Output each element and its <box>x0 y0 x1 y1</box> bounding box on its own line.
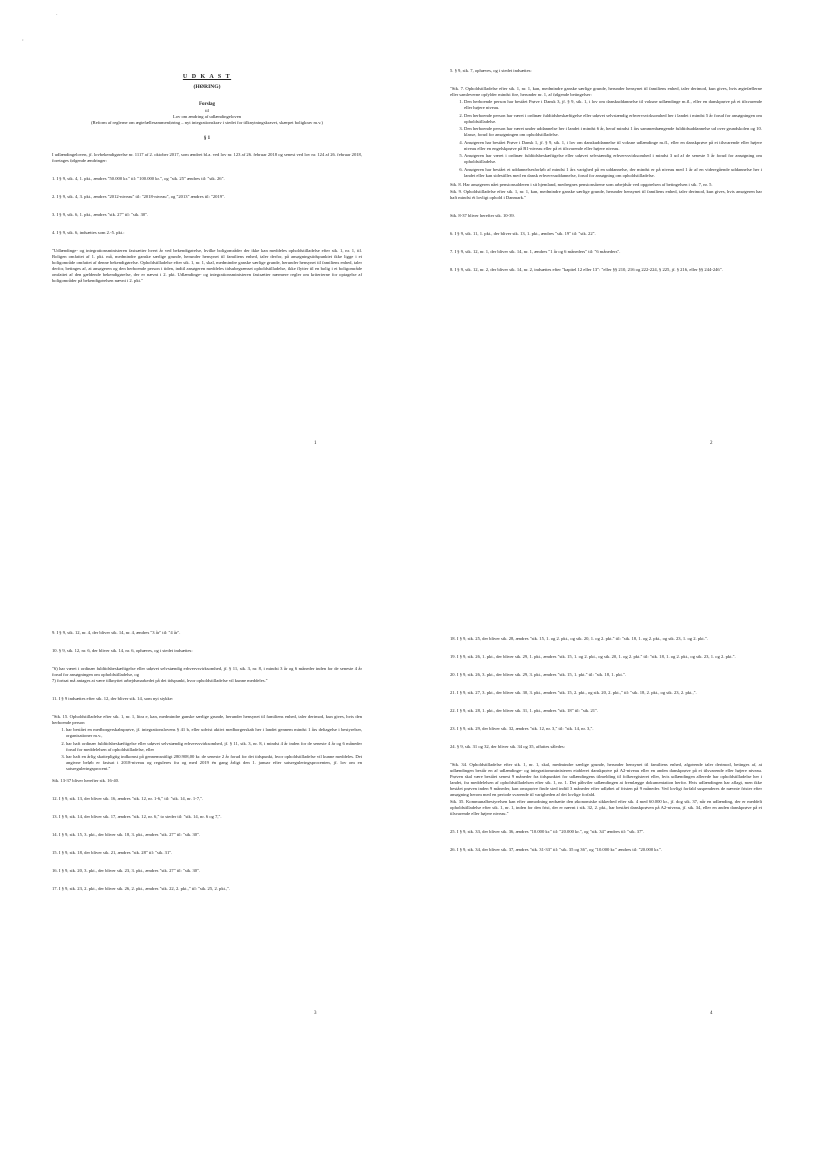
amendment-quote: "Udlændinge- og integrationsministeren fastsætter hvert år ved bekendtgørelse, hvilke boligområder der ikke kan meddeles opholdstilladelse efter stk. 1, nr. 1, til. Boligen omfattet af 1. pkt. må, medmindre ganske særlige grunde, herunder hensynet til familiens enhed, taler derfor, på ansøgningstidspunktet ikke ligge i et boligområde omfattet af denne bekendtgørelse. Opholdstilladelse efter stk. 1, nr. 1, skal, medmindre ganske særlige grunde, herunder hensynet til familiens enhed, taler derfor, betinges af, at ansøgeren og den herboende person i tiden, indtil ansøgeren meddeles tidsubegrænset opholdstilladelse, ikke flytter til en bolig i et boligområde omfattet af den gældende bekendtgørelse, der er nævnt i 2. pkt. Udlændinge- og integrationsministeren fastsætter nærmere regler om kriterierne for optagelse af boligområder på bekendtgørelsen nævnt i 2. pkt." <box>52 248 362 283</box>
section-heading: § 1 <box>203 136 211 141</box>
til-label: til <box>205 108 209 113</box>
renumbering-note: Stk. 13-37 bliver herefter stk. 16-40. <box>52 778 120 783</box>
page-2-text <box>450 68 762 277</box>
page-number: 2 <box>710 441 713 446</box>
page-4 <box>414 584 828 1168</box>
amendment-item: 4. I § 9, stk. 6, indsættes som 2.-5. pkt.: <box>52 230 125 235</box>
amendment-item: 13. I § 9, stk. 14, der bliver stk. 17, ændres "stk. 12, nr. 6," to steder til: "stk. 14, nr. 6 og 7,". <box>52 814 222 819</box>
document-subtitle: (HØRING) <box>193 84 221 90</box>
condition-item: 3. har haft en årlig skattepligtig indkomst på gennemsnitligt 280.908,00 kr. de seneste 2 år forud for det tidspunkt, hvor opholdstilladelse vil kunne meddeles. Det angivne beløb er fastsat i 2018-niveau og reguleres fra og med 2019 én gang årligt den 1. januar efter satsreguleringsprocenten, jf. lov om en satsreguleringsprocent." <box>66 754 362 772</box>
amendment-item: 16. I § 9, stk. 20, 3. pkt., der bliver stk. 23, 3. pkt., ændres "stk. 27" til: "stk. 30". <box>52 868 201 873</box>
amendment-item: 18. I § 9, stk. 25, der bliver stk. 28, ændres "stk. 15, 1. og 2. pkt., og stk. 20, 1. og 2. pkt." til: "stk. 18, 1. og 2. pkt., og stk. 23, 1. og 2. pkt.". <box>450 636 708 641</box>
page-3 <box>0 584 414 1168</box>
page-number: 1 <box>314 441 317 446</box>
condition-item: 2. har haft ordinær fuldtidsbeskæftigelse eller udøvet selvstændig erhvervsvirksomhed, jf. § 11, stk. 3, nr. 8, i mindst 4 år inden for de seneste 4 år og 6 måneder forud for meddelelsen af opholdstilladelse, eller <box>66 741 362 753</box>
condition-list <box>450 99 762 179</box>
scan-mark: · <box>56 13 58 18</box>
amendment-item: 23. I § 9, stk. 29, der bliver stk. 32, ændres "stk. 12, nr. 3," til: "stk. 14, nr. 3,". <box>450 726 594 731</box>
stk-7-text: "Stk. 7. Opholdstilladelse efter stk. 1, nr. 1, kan, medmindre ganske særlige grunde, herunder hensynet til familiens enhed, taler derimod, kun gives, hvis ægtefællerne eller samleverne opfylder mindst fire, herunder nr. 1, af følgende betingelser: <box>450 86 762 97</box>
amendment-quote: "6) har været i ordinær fuldtidsbeskæftigelse eller udøvet selvstændig erhvervsvirksomhed, jf. § 11, stk. 3, nr. 8, i mindst 3 år og 6 måneder inden for de seneste 4 år forud for ansøgningen om opholdstilladelse, og 7) fortsat må antages at være tilknyttet arbejdsmarkedet på det tidspunkt, hvor opholdstilladelse vil kunne meddeles." <box>52 666 362 683</box>
amendment-item: 9. I § 9, stk. 12, nr. 4, der bliver stk. 14, nr. 4, ændres "3 år" til: "4 år". <box>52 630 181 635</box>
scan-mark: ’ <box>22 40 24 45</box>
stk-35-text: Stk. 35. Kommunalbestyrelsen kan efter anmodning nedsætte den økonomiske sikkerhed efter stk. 4 med 60.000 kr., jf. dog stk. 37, når en udlænding, der er meddelt opholdstilladelse efter stk. 1, nr. 1, inden for den frist, der er nævnt i stk. 32, 2. pkt., har bestået danskprøven på A2-niveau, jf. stk. 34, eller en anden danskprøve på et tilsvarende eller højere niveau." <box>450 799 762 816</box>
page-2 <box>414 0 828 584</box>
law-subtitle: (Reform af reglerne om ægtefællesammenføring – nyt integrationskrav i stedet for tilknytningskravet, skærpet boligkrav m.v.) <box>91 120 323 125</box>
condition-item: 4. Ansøgeren har bestået Prøve i Dansk 1, jf. § 9, stk. 1, i lov om danskuddannelse til voksne udlændinge m.fl., eller en danskprøve på et tilsvarende eller højere niveau eller en engelskprøve på B1-niveau eller på et tilsvarende eller højere niveau. <box>464 140 762 152</box>
condition-item: 1. Den herboende person har bestået Prøve i Dansk 3, jf. § 9, stk. 1, i lov om danskuddannelse til voksne udlændinge m.fl., eller en danskprøve på et tilsvarende eller højere niveau. <box>464 99 762 111</box>
forslag-label: Forslag <box>198 102 216 107</box>
stk-15-text: "Stk. 15. Opholdstilladelse efter stk. 1, nr. 1, litra e, kan, medmindre ganske særlige grunde, herunder hensynet til familiens enhed, taler derimod, kun gives, hvis den herboende person <box>52 714 362 725</box>
section-intro: I udlændingeloven, jf. lovbekendtgørelse nr. 1117 af 2. oktober 2017, som ændret bl.a. ved lov nr. 123 af 26. februar 2018 og senest ved lov nr. 124 af 26. februar 2018, foretages følgende ændringer: <box>52 152 362 163</box>
page-1 <box>0 0 414 584</box>
amendment-item: 12. I § 9, stk. 13, der bliver stk. 16, ændres "stk. 12, nr. 1-6," til: "stk. 14, nr. 1-7,". <box>52 796 204 801</box>
stk-34-text: "Stk. 34. Opholdstilladelse efter stk. 1, nr. 1, skal, medmindre særlige grunde, herunder hensynet til familiens enhed, afgørende taler derimod, betinges af, at udlændingen består en af udlændinge- og integrationsministeren etableret danskprøve på A2-niveau eller en anden danskprøve på et tilsvarende eller højere niveau. Prøven skal være bestået senest 9 måneder fra tidspunktet for udlændingens tilmelding til folkeregisteret eller, hvis udlændingen allerede har opholdstilladelse her i landet, fra meddelelsen af opholdstilladelsen efter stk. 1, nr. 1. Det påhviler udlændingen at fremlægge dokumentation herfor. Hvis udlændingen har aflagt, men ikke bestået prøven inden 9 måneder, kan omsprøve finde sted indtil 3 måneder efter udløbet af fristen på 9 måneder. Ved lovligt forfald suspenderes de nævnte frister efter ansøgning herom med en periode svarende til varigheden af det lovlige forfald. <box>450 762 762 797</box>
stk-8-text: Stk. 8. Har ansøgeren nået pensionsalderen i sit hjemland, medregnes pensionsårene som arbejdsår ved opgørelsen af betingelsen i stk. 7, nr. 5. <box>450 181 713 187</box>
amendment-item: 15. I § 9, stk. 18, der bliver stk. 21, ændres "stk. 28" til: "stk. 31". <box>52 850 173 855</box>
condition-item: 2. Den herboende person har været i ordinær fuldtidsbeskæftigelse eller udøvet selvstændig erhvervsvirksomhed her i landet i mindst 5 år forud for ansøgningen om opholdstilladelse. <box>464 113 762 125</box>
amendment-item: 14. I § 9, stk. 15, 3. pkt., der bliver stk. 18, 3. pkt., ændres "stk. 27" til: "stk. 30". <box>52 832 201 837</box>
amendment-item: 11. I § 9 indsættes efter stk. 12, der bliver stk. 14, som nyt stykke: <box>52 696 174 701</box>
condition-list <box>52 727 362 772</box>
law-title: Lov om ændring af udlændingeloven <box>172 114 242 119</box>
amendment-item: 6. I § 9, stk. 11, 1. pkt., der bliver stk. 13, 1. pkt., ændres "stk. 19" til: "stk. 22". <box>450 230 596 236</box>
amendment-item: 3. I § 9, stk. 6, 1. pkt., ændres "stk. 27" til: "stk. 30". <box>52 212 149 217</box>
renumbering-note: Stk. 8-37 bliver herefter stk. 10-39. <box>450 212 515 218</box>
condition-item: 3. Den herboende person har været under uddannelse her i landet i mindst 6 år, heraf mindst 1 års sammenhængende fuldtidsuddannelse ud over grundskolen og 10. klasse, forud for ansøgningen om opholdstilladelse. <box>464 126 762 138</box>
amendment-item: 21. I § 9, stk. 27, 3. pkt., der bliver stk. 30, 3. pkt., ændres "stk. 15, 2. pkt., og stk. 20, 2. pkt.," til: "stk. 18, 2. pkt., og stk. 23, 2. pkt.,". <box>450 690 697 695</box>
page-number: 4 <box>710 1011 713 1016</box>
amendment-item: 10. § 9, stk. 12, nr. 6, der bliver stk. 14, nr. 6, ophæves, og i stedet indsættes: <box>52 648 193 653</box>
amendment-item: 19. I § 9, stk. 26, 1. pkt., der bliver stk. 29, 1. pkt., ændres "stk. 15, 1. og 2. pkt., og stk. 20, 1. og 2. pkt." til: "stk. 18, 1. og 2. pkt., og stk. 23, 1. og 2. pkt.". <box>450 654 736 659</box>
condition-item: 1. har bestået en medborgerskabsprøve, jf. integrationslovens § 41 b, eller udvist aktivt medborgerskab her i landet gennem mindst 1 års deltagelse i bestyrelser, organisationer m.v., <box>66 727 362 739</box>
amendment-item: 1. I § 9, stk. 4, 1. pkt., ændres "50.000 kr." til: "100.000 kr.", og "stk. 25" ændres til: "stk. 26". <box>52 176 225 181</box>
amendment-item: 24. § 9, stk. 31 og 32, der bliver stk. 34 og 35, affattes således: <box>450 744 565 749</box>
amendment-item: 26. I § 9, stk. 34, der bliver stk. 37, ændres "stk. 31-33" til: "stk. 35 og 36", og "10.000 kr." ændres til: "20.000 kr.". <box>450 847 663 852</box>
stk-9-text: Stk. 9. Opholdstilladelse efter stk. 1, nr. 1, kan, medmindre ganske særlige grunde, herunder hensynet til familiens enhed, taler derimod, kun gives, hvis ansøgeren har haft mindst ét lovligt ophold i Danmark." <box>450 188 762 200</box>
page-3-text <box>52 630 362 896</box>
amendment-item: 5. § 9, stk. 7, ophæves, og i stedet indsættes: <box>450 68 532 73</box>
amendment-item: 7. I § 9, stk. 12, nr. 1, der bliver stk. 14, nr. 1, ændres "1 år og 6 måneders" til: "6 måneders". <box>450 248 621 254</box>
amendment-item: 22. I § 9, stk. 28, 1. pkt., der bliver stk. 31, 1. pkt., ændres "stk. 18" til: "stk. 21". <box>450 708 599 713</box>
amendment-item: 2. I § 9, stk. 4, 3. pkt., ændres "2012-niveau" til: "2018-niveau", og "2013" ændres til: "2019". <box>52 194 226 199</box>
condition-item: 6. Ansøgeren har bestået et uddannelsesforløb af mindst 1 års varighed på en uddannelse, der mindst er på niveau med 1 år af en videregående uddannelse her i landet eller kan sidestilles med en dansk erhvervsuddannelse, forud for ansøgning om opholdstilladelse. <box>464 167 762 179</box>
page-1-text <box>52 74 362 288</box>
condition-item: 5. Ansøgeren har været i ordinær fuldtidsbeskæftigelse eller udøvet selvstændig erhvervsvirksomhed i mindst 3 ud af de seneste 5 år forud for ansøgning om opholdstilladelse. <box>464 153 762 165</box>
document-title: U D K A S T <box>182 74 232 80</box>
amendment-item: 25. I § 9, stk. 33, der bliver stk. 36, ændres "10.000 kr." til: "20.000 kr.", og "stk. 34" ændres til: "stk. 37". <box>450 829 645 834</box>
amendment-item: 17. I § 9, stk. 23, 2. pkt., der bliver stk. 26, 2. pkt., ændres "stk. 22, 2. pkt.," til: "stk. 25, 2. pkt.,". <box>52 886 231 891</box>
amendment-item: 20. I § 9, stk. 26, 3. pkt., der bliver stk. 29, 3. pkt., ændres "stk. 15, 1. pkt." til: "stk. 18, 1. pkt.". <box>450 672 626 677</box>
amendment-item: 8. I § 9, stk. 12, nr. 2, der bliver stk. 14, nr. 2, indsættes efter "kapitel 12 eller 13": "eller §§ 210, 216 og 222-224, § 225, jf. § 216, eller §§ 244-246". <box>450 266 723 272</box>
page-4-text <box>450 636 762 857</box>
page-number: 3 <box>314 1011 317 1016</box>
